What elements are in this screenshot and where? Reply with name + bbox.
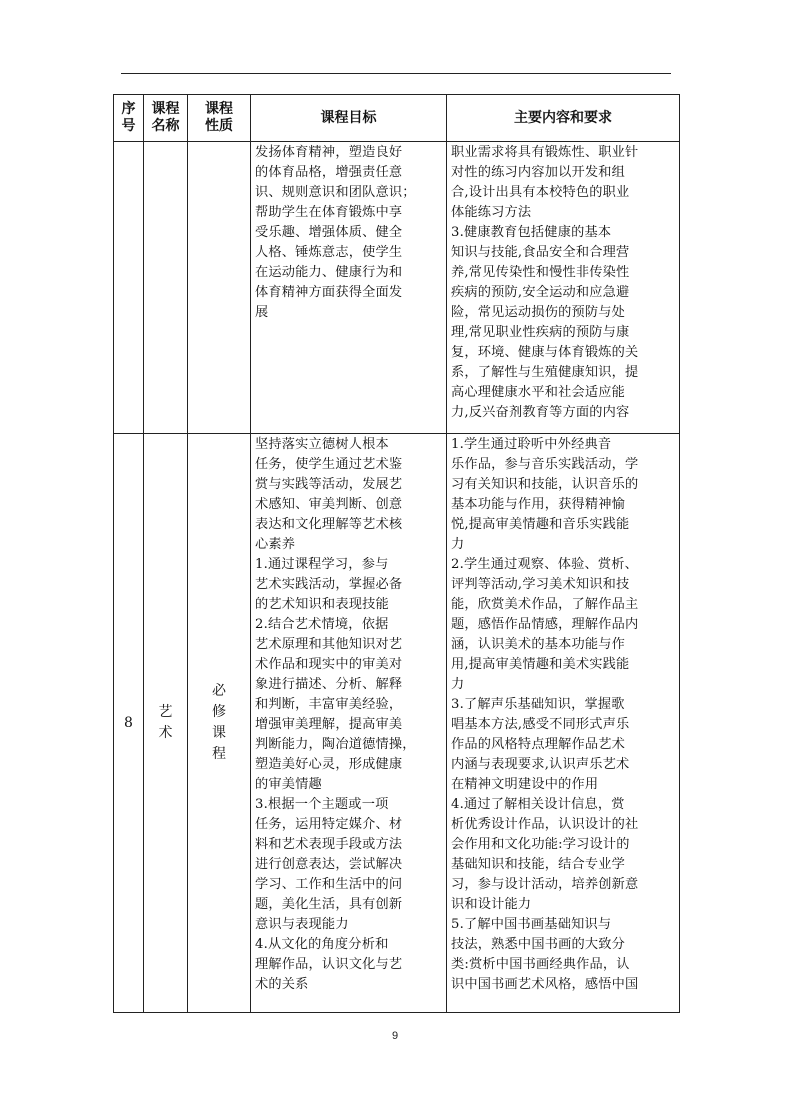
- row1-seq: [114, 142, 144, 434]
- row1-name: [144, 142, 188, 434]
- table-row: [114, 142, 680, 434]
- table-header-row: [114, 95, 680, 142]
- row2-goal: [251, 434, 447, 1013]
- row2-content-text: 1.学生通过聆听中外经典音 乐作品，参与音乐实践活动，学 习有关知识和技能，认识音乐的 基本功能与作用，获得精神愉 悦,提高审美情趣和音乐实践能 力 2.学生通过观察、体验、赏析、 评判等活动,学习美术知识和技 能，欣赏美术作品，了解作品主 题，感悟作品情感，理解作品内 涵，认识美术的基本功能与作 用,提高审美情趣和美术实践能 力 3.了解声乐基础知识，掌握歌 唱基本方法,感受不同形式声乐 作品的风格特点理解作品艺术 内涵与表现要求,认识声乐艺术 在精神文明建设中的作用 4.通过了解相关设计信息，赏 析优秀设计作品，认识设计的社 会作用和文化功能:学习设计的 基础知识和技能，结合专业学 习，参与设计活动，培养创新意 识和设计能力 5.了解中国书画基础知识与 技法，熟悉中国书画的大致分 类:赏析中国书画经典作品，认 识中国书画艺术风格，感悟中国: [451, 437, 639, 992]
- row1-content: [447, 142, 680, 434]
- header-course-nature: 课程 性质: [188, 95, 251, 142]
- row2-goal-text: 坚持落实立德树人根本 任务，使学生通过艺术鉴 赏与实践等活动，发展艺 术感知、审美判断、创意 表达和文化理解等艺术核 心素养 1.通过课程学习，参与 艺术实践活动，掌握必备 的艺术知识和表现技能 2.结合艺术情境，依据 艺术原理和其他知识对艺 术作品和现实中的审美对 象进行描述、分析、解释 和判断，丰富审美经验， 增强审美理解，提高审美 判断能力，陶冶道德情操， 塑造美好心灵，形成健康 的审美情趣 3.根据一个主题或一项 任务，运用特定媒介、材 料和艺术表现手段或方法 进行创意表达，尝试解决 学习、工作和生活中的问 题，美化生活，具有创新 意识与表现能力 4.从文化的角度分析和 理解作品，认识文化与艺 术的关系: [255, 437, 416, 992]
- header-main-content: 主要内容和要求: [447, 95, 680, 142]
- row2-seq: 8: [114, 434, 144, 1013]
- row1-nature: [188, 142, 251, 434]
- header-course-name: 课程 名称: [144, 95, 188, 142]
- table-row: [114, 434, 680, 1013]
- row1-goal: [251, 142, 447, 434]
- header-course-goal: 课程目标: [251, 95, 447, 142]
- row2-name: 艺 术: [144, 434, 188, 1013]
- course-table: [113, 94, 680, 1013]
- row2-nature: 必 修 课 程: [188, 434, 251, 1013]
- row1-content-text: 职业需求将具有锻炼性、职业针 对性的练习内容加以开发和组 合,设计出具有本校特色的职业 体能练习方法 3.健康教育包括健康的基本 知识与技能,食品安全和合理营 养,常见传染性和慢性非传染性 疾病的预防,安全运动和应急避 险，常见运动损伤的预防与处 理,常见职业性疾病的预防与康 复，环境、健康与体育锻炼的关 系，了解性与生殖健康知识，提 高心理健康水平和社会适应能 力,反兴奋剂教育等方面的内容: [451, 145, 639, 420]
- row1-goal-text: 发扬体育精神，塑造良好 的体育品格，增强责任意 识、规则意识和团队意识； 帮助学生在体育锻炼中享 受乐趣、增强体质、健全 人格、锤炼意志，使学生 在运动能力、健康行为和 体育精神方面获得全面发 展: [255, 145, 416, 320]
- header-rule: [121, 73, 671, 74]
- page-number: 9: [391, 1030, 399, 1042]
- row2-content: [447, 434, 680, 1013]
- header-seq: 序 号: [114, 95, 144, 142]
